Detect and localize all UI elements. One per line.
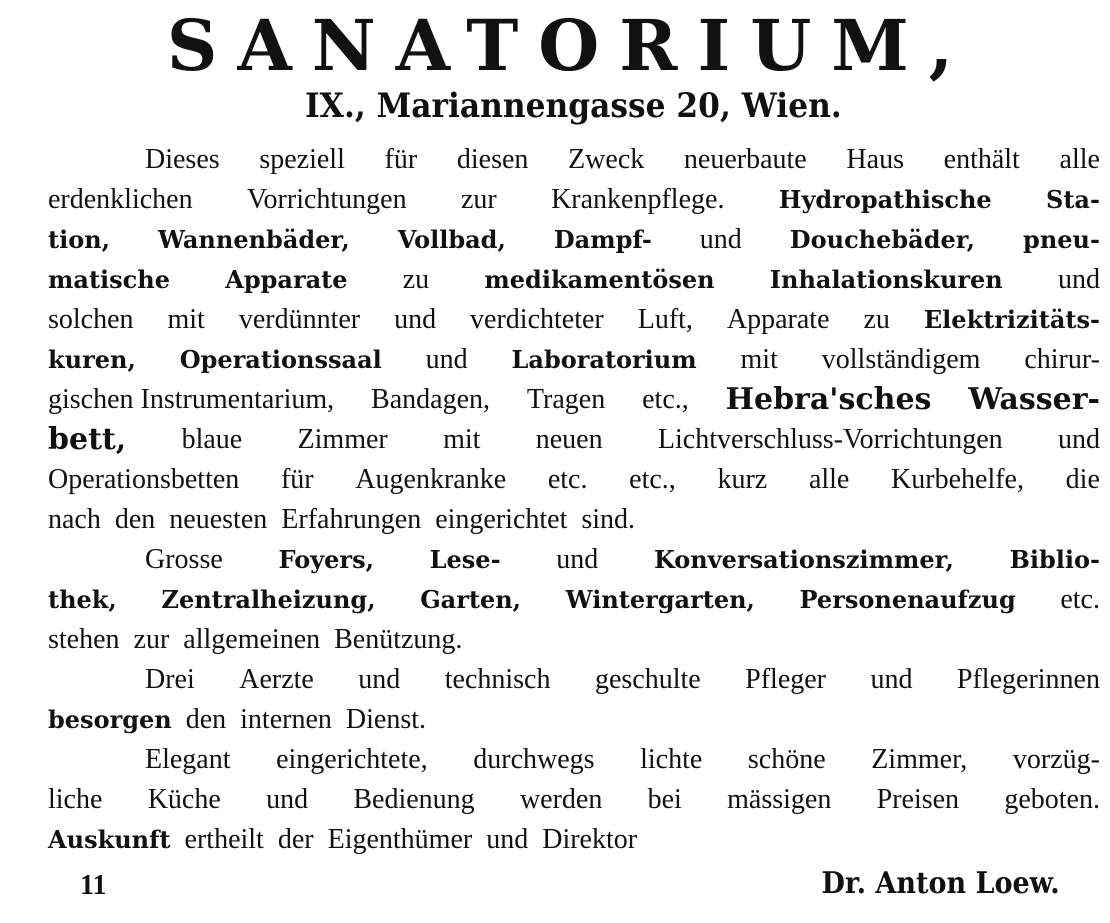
- word: mit: [167, 304, 205, 335]
- word: Auskunft: [48, 825, 171, 854]
- word: Personenaufzug: [799, 585, 1016, 614]
- word: und: [486, 824, 529, 855]
- word: Preisen: [876, 784, 960, 815]
- word: die: [1065, 464, 1100, 495]
- word: Dampf-: [553, 225, 652, 254]
- word: zu: [402, 264, 430, 295]
- word: medikamentösen: [484, 265, 715, 294]
- word: und: [358, 664, 401, 695]
- word: kuren,: [48, 345, 136, 374]
- word: Erfahrungen: [281, 504, 422, 535]
- word: Haus: [846, 144, 904, 175]
- word: Apparate: [225, 265, 348, 294]
- word: neuesten: [169, 504, 268, 535]
- word: und: [556, 544, 599, 575]
- word: eingerichtet: [435, 504, 568, 535]
- text-line: [145, 660, 1100, 700]
- text-line: [48, 500, 1100, 540]
- word: internen: [240, 704, 332, 735]
- text-line: [145, 140, 1100, 180]
- word: Zimmer,: [871, 744, 968, 775]
- word: matische: [48, 265, 170, 294]
- word: Hydropathische: [778, 185, 992, 214]
- word: enthält: [943, 144, 1020, 175]
- text-line: [48, 420, 1100, 460]
- word: eingerichtete,: [276, 744, 428, 775]
- word: Inhalationskuren: [769, 265, 1003, 294]
- word: Aerzte: [239, 664, 314, 695]
- text-line: [48, 620, 1100, 660]
- word: tion,: [48, 225, 111, 254]
- text-line: [48, 220, 1100, 260]
- word: Vorrichtungen: [246, 184, 407, 215]
- word: etc.: [1060, 584, 1100, 615]
- word: alle: [1059, 144, 1100, 175]
- word: diesen: [456, 144, 529, 175]
- word: und: [1058, 424, 1100, 455]
- word: Dieses: [145, 144, 220, 175]
- word: Küche: [147, 784, 221, 815]
- word: Vollbad,: [397, 225, 506, 254]
- word: Laboratorium: [511, 345, 697, 374]
- word: mit: [443, 424, 481, 455]
- address-subtitle: IX., Mariannengasse 20, Wien.: [305, 86, 842, 126]
- word: zur: [133, 624, 170, 655]
- word: Lese-: [429, 545, 501, 574]
- text-line: [145, 740, 1100, 780]
- text-line: [48, 260, 1100, 300]
- word: Operationssaal: [179, 345, 382, 374]
- word: sind.: [581, 504, 636, 535]
- word: speziell: [259, 144, 345, 175]
- word: mässigen: [727, 784, 832, 815]
- text-line: [48, 300, 1100, 340]
- word: technisch: [444, 664, 551, 695]
- signature: Dr. Anton Loew.: [821, 866, 1060, 901]
- text-line: [145, 540, 1100, 580]
- word: Wannenbäder,: [158, 225, 350, 254]
- word: Operationsbetten: [48, 464, 240, 495]
- text-line: [48, 380, 1100, 420]
- word: Augenkranke: [355, 464, 507, 495]
- word: Drei: [145, 664, 195, 695]
- word: Grosse: [145, 544, 223, 575]
- word: Lichtverschluss-Vorrichtungen: [657, 424, 1003, 455]
- word: verdichteter: [470, 304, 604, 335]
- word: kurz: [717, 464, 768, 495]
- word: Direktor: [542, 824, 638, 855]
- word: thek,: [48, 585, 117, 614]
- word: stehen: [48, 624, 120, 655]
- word: Tragen: [526, 384, 606, 415]
- word: geschulte: [594, 664, 701, 695]
- word: Bedienung: [353, 784, 475, 815]
- word: etc.,: [629, 464, 676, 495]
- word: für: [384, 144, 418, 175]
- word: den: [185, 704, 227, 735]
- word: Biblio-: [1009, 545, 1100, 574]
- word: und: [1057, 264, 1100, 295]
- word: Wintergarten,: [565, 585, 755, 614]
- word: Zweck: [568, 144, 645, 175]
- word: Wasser-: [968, 382, 1100, 417]
- word: liche: [48, 784, 103, 815]
- word: schöne: [747, 744, 826, 775]
- word: vorzüg-: [1012, 744, 1100, 775]
- word: erdenklichen: [48, 184, 193, 215]
- word: zu: [863, 304, 890, 335]
- word: Bandagen,: [371, 384, 491, 415]
- word: chirur-: [1024, 344, 1100, 375]
- word: Douchebäder,: [789, 225, 976, 254]
- word: etc.: [547, 464, 588, 495]
- word: durchwegs: [473, 744, 595, 775]
- word: alle: [808, 464, 850, 495]
- word: neuerbaute: [683, 144, 807, 175]
- word: etc.,: [642, 384, 689, 415]
- word: Benützung.: [334, 624, 463, 655]
- word: ertheilt: [184, 824, 264, 855]
- text-line: [48, 180, 1100, 220]
- word: Apparate: [726, 304, 830, 335]
- word: verdünnter: [238, 304, 361, 335]
- word: bett,: [48, 422, 127, 457]
- word: vollständigem: [821, 344, 981, 375]
- word: Pfleger: [745, 664, 826, 695]
- word: und: [870, 664, 913, 695]
- word: Garten,: [420, 585, 522, 614]
- word: und: [425, 344, 468, 375]
- word: Eigenthümer: [327, 824, 473, 855]
- text-line: [48, 580, 1100, 620]
- word: Elegant: [145, 744, 231, 775]
- word: besorgen: [48, 705, 172, 734]
- word: Konversationszimmer,: [653, 545, 954, 574]
- word: zur: [460, 184, 497, 215]
- word: und: [266, 784, 309, 815]
- word: blaue: [181, 424, 243, 455]
- word: allgemeinen: [183, 624, 321, 655]
- text-line: [48, 340, 1100, 380]
- text-line: [48, 820, 1100, 860]
- text-line: [48, 780, 1100, 820]
- word: und: [394, 304, 437, 335]
- word: Kurbehelfe,: [891, 464, 1024, 495]
- word: Foyers,: [278, 545, 374, 574]
- word: den: [114, 504, 156, 535]
- word: und: [699, 224, 742, 255]
- word: geboten.: [1004, 784, 1100, 815]
- word: Zentralheizung,: [161, 585, 376, 614]
- page-number: 11: [80, 870, 107, 901]
- word: Luft,: [637, 304, 693, 335]
- word: lichte: [640, 744, 703, 775]
- word: Krankenpflege.: [551, 184, 725, 215]
- word: pneu-: [1023, 225, 1100, 254]
- word: Pflegerinnen: [956, 664, 1100, 695]
- page-title: SANATORIUM,: [166, 4, 974, 87]
- word: Hebra'sches: [725, 382, 932, 417]
- word: neuen: [535, 424, 603, 455]
- word: für: [280, 464, 314, 495]
- word: Elektrizitäts-: [923, 305, 1100, 334]
- word: bei: [647, 784, 682, 815]
- text-line: [48, 460, 1100, 500]
- word: nach: [48, 504, 101, 535]
- word: werden: [519, 784, 603, 815]
- word: Sta-: [1046, 185, 1100, 214]
- word: der: [277, 824, 314, 855]
- word: Dienst.: [345, 704, 427, 735]
- word: gischen Instrumentarium,: [48, 384, 335, 415]
- word: Zimmer: [297, 424, 388, 455]
- word: solchen: [48, 304, 134, 335]
- word: mit: [740, 344, 778, 375]
- text-line: [48, 700, 1100, 740]
